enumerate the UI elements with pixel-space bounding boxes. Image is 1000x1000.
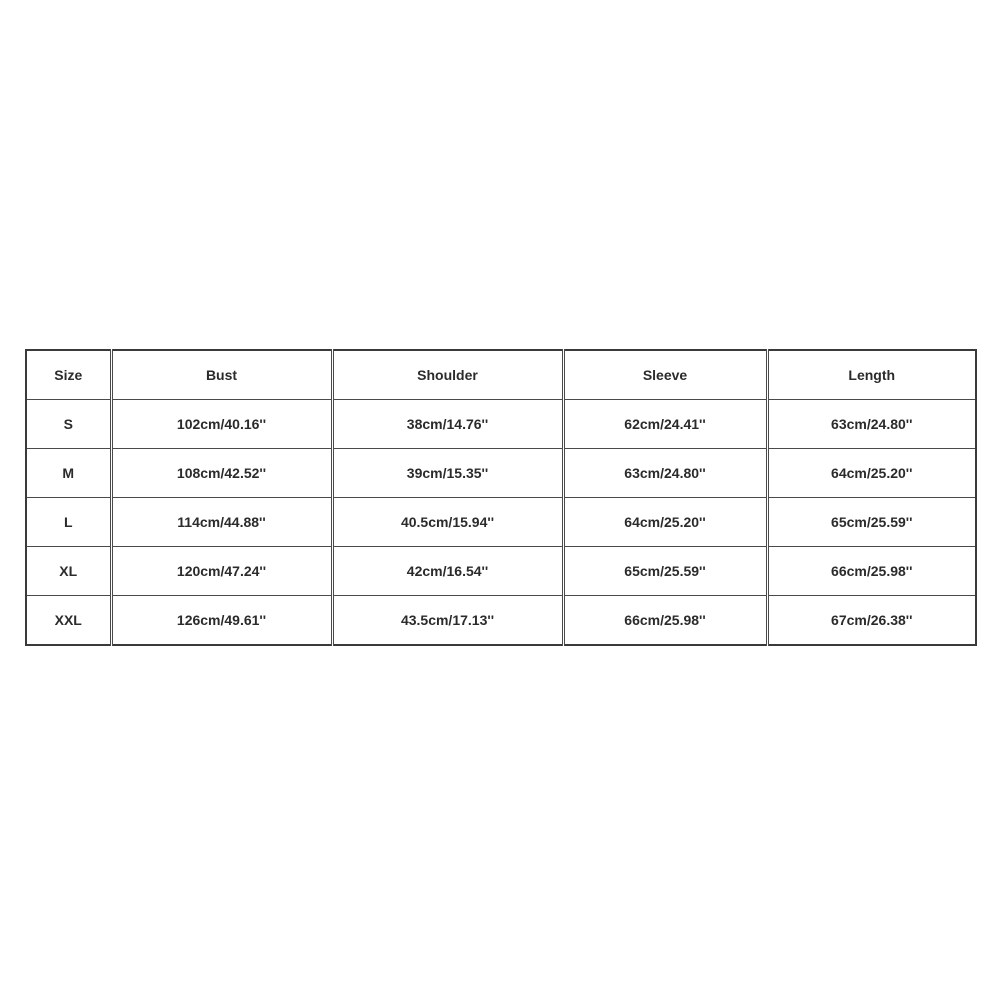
- cell-size: S: [26, 400, 111, 449]
- cell-length: 67cm/26.38'': [767, 596, 976, 646]
- header-size: Size: [26, 350, 111, 400]
- header-length: Length: [767, 350, 976, 400]
- cell-shoulder: 39cm/15.35'': [332, 449, 563, 498]
- cell-size: XXL: [26, 596, 111, 646]
- cell-shoulder: 43.5cm/17.13'': [332, 596, 563, 646]
- cell-sleeve: 62cm/24.41'': [563, 400, 767, 449]
- header-shoulder: Shoulder: [332, 350, 563, 400]
- cell-size: XL: [26, 547, 111, 596]
- table-header-row: [26, 350, 976, 400]
- cell-shoulder: 42cm/16.54'': [332, 547, 563, 596]
- cell-size: L: [26, 498, 111, 547]
- cell-bust: 102cm/40.16'': [111, 400, 332, 449]
- cell-length: 64cm/25.20'': [767, 449, 976, 498]
- cell-length: 65cm/25.59'': [767, 498, 976, 547]
- table-row: [26, 547, 976, 596]
- table-row: [26, 449, 976, 498]
- cell-bust: 108cm/42.52'': [111, 449, 332, 498]
- header-bust: Bust: [111, 350, 332, 400]
- cell-bust: 120cm/47.24'': [111, 547, 332, 596]
- cell-shoulder: 38cm/14.76'': [332, 400, 563, 449]
- size-chart-table: [25, 349, 977, 646]
- cell-size: M: [26, 449, 111, 498]
- cell-sleeve: 65cm/25.59'': [563, 547, 767, 596]
- cell-length: 66cm/25.98'': [767, 547, 976, 596]
- table-row: [26, 596, 976, 646]
- cell-bust: 114cm/44.88'': [111, 498, 332, 547]
- cell-sleeve: 64cm/25.20'': [563, 498, 767, 547]
- header-sleeve: Sleeve: [563, 350, 767, 400]
- cell-sleeve: 63cm/24.80'': [563, 449, 767, 498]
- table-row: [26, 498, 976, 547]
- cell-bust: 126cm/49.61'': [111, 596, 332, 646]
- table-row: [26, 400, 976, 449]
- cell-shoulder: 40.5cm/15.94'': [332, 498, 563, 547]
- cell-sleeve: 66cm/25.98'': [563, 596, 767, 646]
- cell-length: 63cm/24.80'': [767, 400, 976, 449]
